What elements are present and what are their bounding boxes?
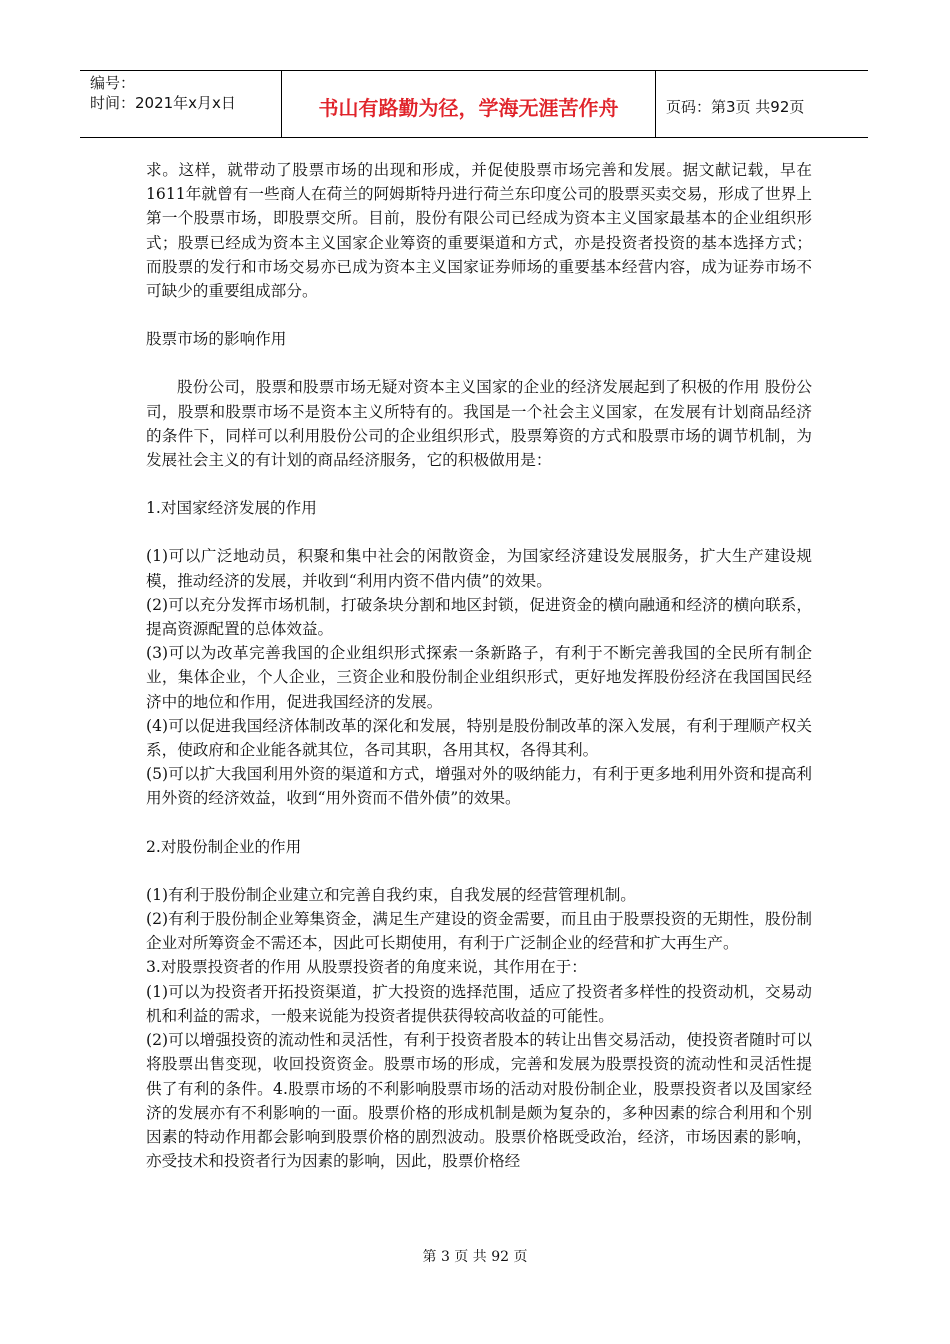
- doc-number-label: 编号：: [90, 74, 136, 92]
- list-item: (1)可以广泛地动员，积聚和集中社会的闲散资金，为国家经济建设发展服务，扩大生产建设规模，推动经济的发展，并收到“利用内资不借内债”的效果。: [146, 547, 812, 590]
- list-item: (2)可以增强投资的流动性和灵活性，有利于投资者股本的转让出售交易活动，使投资者随时可以将股票出售变现，收回投资资金。股票市场的形成，完善和发展为股票投资的流动性和灵活性提供了有利的条件。4.股票市场的不利影响股票市场的活动对股份制企业，股票投资者以及国家经济的发展亦有不利影响的一面。股票价格的形成机制是颇为复杂的，多种因素的综合利用和个别因素的特动作用都会影响到股票价格的剧烈波动。股票价格既受政治，经济，市场因素的影响，亦受技术和投资者行为因素的影响，因此，股票价格经: [146, 1031, 812, 1171]
- section-heading: 3.对股票投资者的作用 从股票投资者的角度来说，其作用在于：: [146, 958, 587, 977]
- list-item: (3)可以为改革完善我国的企业组织形式探索一条新路子，有利于不断完善我国的全民所有制企业，集体企业，个人企业，三资企业和股份制企业组织形式，更好地发挥股份经济在我国国民经济中的地位和作用，促进我国经济的发展。: [146, 644, 812, 711]
- list-item: (5)可以扩大我国利用外资的渠道和方式，增强对外的吸纳能力，有利于更多地利用外资和提高利用外资的经济效益，收到“用外资而不借外债”的效果。: [146, 765, 812, 808]
- section-heading: 1.对国家经济发展的作用: [146, 499, 317, 518]
- page-header: [80, 70, 868, 138]
- section-heading: 股票市场的影响作用: [146, 330, 287, 349]
- list-item: (2)有利于股份制企业筹集资金，满足生产建设的资金需要，而且由于股票投资的无期性，股份制企业对所筹资金不需还本，因此可长期使用，有利于广泛制企业的经营和扩大再生产。: [146, 910, 812, 953]
- doc-date: 时间：2021年x月x日: [90, 94, 236, 112]
- paragraph: 求。这样，就带动了股票市场的出现和形成，并促使股票市场完善和发展。据文献记载，早在1611年就曾有一些商人在荷兰的阿姆斯特丹进行荷兰东印度公司的股票买卖交易，形成了世界上第一个股票市场，即股票交所。目前，股份有限公司已经成为资本主义国家最基本的企业组织形式；股票已经成为资本主义国家企业筹资的重要渠道和方式，亦是投资者投资的基本选择方式；而股票的发行和市场交易亦已成为资本主义国家证券师场的重要基本经营内容，成为证券市场不可缺少的重要组成部分。: [146, 161, 812, 301]
- list-item: (4)可以促进我国经济体制改革的深化和发展，特别是股份制改革的深入发展，有利于理顺产权关系，使政府和企业能各就其位，各司其职，各用其权，各得其利。: [146, 716, 812, 760]
- document-body: [146, 158, 812, 1173]
- paragraph: 股份公司，股票和股票市场无疑对资本主义国家的企业的经济发展起到了积极的作用 股份公司，股票和股票市场不是资本主义所特有的。我国是一个社会主义国家，在发展有计划商品经济的条件下，同样可以利用股份公司的企业组织形式，股票筹资的方式和股票市场的调节机制，为发展社会主义的有计划的商品经济服务，它的积极做用是：: [146, 378, 812, 470]
- list-item: (2)可以充分发挥市场机制，打破条块分割和地区封锁，促进资金的横向融通和经济的横向联系，提高资源配置的总体效益。: [146, 595, 812, 639]
- list-item: (1)有利于股份制企业建立和完善自我约束，自我发展的经营管理机制。: [146, 885, 636, 904]
- header-motto: 书山有路勤为径，学海无涯苦作舟: [282, 71, 656, 137]
- header-meta: [80, 71, 282, 137]
- header-page-info: 页码：第3页 共92页: [666, 97, 805, 116]
- list-item: (1)可以为投资者开拓投资渠道，扩大投资的选择范围，适应了投资者多样性的投资动机，交易动机和利益的需求，一般来说能为投资者提供获得较高收益的可能性。: [146, 982, 812, 1025]
- page-footer: 第 3 页 共 92 页: [422, 1249, 528, 1265]
- section-heading: 2.对股份制企业的作用: [146, 837, 302, 856]
